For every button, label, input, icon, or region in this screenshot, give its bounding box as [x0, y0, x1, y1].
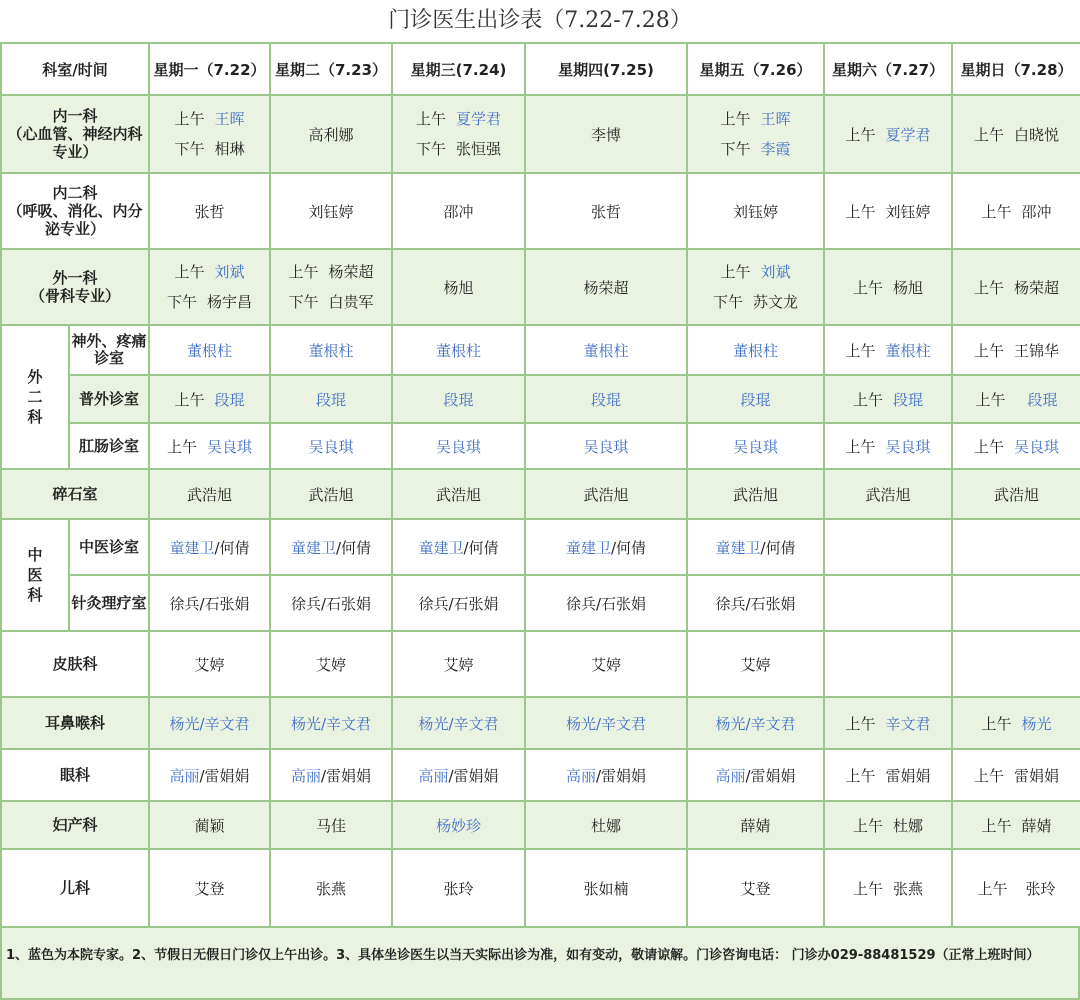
- am-label: 上午: [977, 879, 1008, 898]
- doctor-name: 段琨: [1027, 390, 1058, 409]
- am-label: 上午: [167, 437, 198, 456]
- am-label: 上午: [174, 390, 205, 409]
- cell-fuchan-mon: 蔺颖: [149, 801, 270, 849]
- cell-puwai-sun: [952, 375, 1080, 423]
- page-title: 门诊医生出诊表（7.22-7.28）: [388, 8, 692, 33]
- subdept-zhongyizs: 中医诊室: [69, 519, 149, 575]
- cell-gangchang-sun: [952, 423, 1080, 469]
- cell-zhongyi-sun: [952, 519, 1080, 575]
- cell-zhenjiu-sun: [952, 575, 1080, 631]
- cell-zhenjiu-fri: 徐兵/石张娟: [687, 575, 824, 631]
- am-label: 上午: [845, 714, 876, 733]
- cell-gangchang-wed: 吴良琪: [392, 423, 525, 469]
- subdept-gangchang: 肛肠诊室: [69, 423, 149, 469]
- doctor-name: 高丽: [565, 766, 596, 785]
- cell-zhongyi-thu: [525, 519, 687, 575]
- doctor-name: /辛文君: [448, 714, 499, 733]
- cell-pifu-thu: 艾婷: [525, 631, 687, 697]
- cell-zhongyi-fri: [687, 519, 824, 575]
- cell-puwai-thu: 段琨: [525, 375, 687, 423]
- cell-er-wed: 张玲: [392, 849, 525, 927]
- cell-shenwai-sat: [824, 325, 952, 375]
- doctor-name: /何倩: [463, 538, 499, 557]
- am-label: 上午: [174, 110, 205, 128]
- doctor-name: /辛文君: [745, 714, 796, 733]
- cell-zhenjiu-thu: 徐兵/石张娟: [525, 575, 687, 631]
- cell-fuchan-tue: 马佳: [270, 801, 392, 849]
- dept-neier: 内二科 （呼吸、消化、内分泌专业）: [1, 173, 149, 249]
- doctor-name: 苏文龙: [753, 293, 799, 311]
- cell-waiyi-sat: [824, 249, 952, 325]
- pm-label: 下午: [174, 140, 205, 158]
- doctor-name: /何倩: [610, 538, 647, 557]
- am-label: 上午: [974, 341, 1005, 360]
- doctor-name: 董根柱: [885, 341, 931, 360]
- doctor-name: 杨光: [565, 714, 596, 733]
- cell-er-tue: 张燕: [270, 849, 392, 927]
- day-header-tue: 星期二（7.23）: [270, 43, 392, 95]
- table-row: [1, 697, 1080, 749]
- doctor-name: 张玲: [1025, 879, 1056, 898]
- cell-fuchan-wed: 杨妙珍: [392, 801, 525, 849]
- cell-pifu-tue: 艾婷: [270, 631, 392, 697]
- dept-zhongyi: 中医科: [1, 519, 69, 631]
- cell-zhenjiu-sat: [824, 575, 952, 631]
- cell-neiyi-fri: [687, 95, 824, 173]
- doctor-name: 相琳: [214, 140, 245, 158]
- pm-label: 下午: [713, 293, 744, 311]
- doctor-name: 杨光: [418, 714, 449, 733]
- cell-neiyi-tue: 高利娜: [270, 95, 392, 173]
- table-row: [1, 325, 1080, 375]
- schedule-table: [0, 42, 1080, 928]
- pm-label: 下午: [416, 140, 447, 158]
- cell-erbi-sat: [824, 697, 952, 749]
- cell-neiyi-mon: [149, 95, 270, 173]
- am-label: 上午: [845, 766, 876, 785]
- cell-suishi-sat: 武浩旭: [824, 469, 952, 519]
- doctor-name: 刘斌: [214, 263, 245, 281]
- am-label: 上午: [974, 437, 1005, 456]
- doctor-name: /雷娟娟: [595, 766, 647, 785]
- cell-shenwai-wed: 董根柱: [392, 325, 525, 375]
- cell-erbi-tue: [270, 697, 392, 749]
- cell-neier-sun: [952, 173, 1080, 249]
- header-row: [1, 43, 1080, 95]
- am-label: 上午: [720, 110, 751, 128]
- am-label: 上午: [845, 125, 876, 144]
- cell-gangchang-mon: [149, 423, 270, 469]
- am-label: 上午: [853, 816, 884, 835]
- am-label: 上午: [416, 110, 447, 128]
- am-label: 上午: [981, 714, 1012, 733]
- cell-puwai-wed: 段琨: [392, 375, 525, 423]
- table-row: [1, 249, 1080, 325]
- cell-yan-mon: [149, 749, 270, 801]
- doctor-name: /何倩: [214, 538, 250, 557]
- am-label: 上午: [975, 390, 1006, 409]
- doctor-name: 辛文君: [885, 714, 931, 733]
- day-header-mon: 星期一（7.22）: [149, 43, 270, 95]
- am-label: 上午: [845, 202, 876, 221]
- cell-zhongyi-wed: [392, 519, 525, 575]
- table-row: [1, 575, 1080, 631]
- cell-yan-tue: [270, 749, 392, 801]
- day-header-sun: 星期日（7.28）: [952, 43, 1080, 95]
- table-row: [1, 375, 1080, 423]
- doctor-name: 李霞: [760, 140, 791, 158]
- doctor-name: 杜娜: [893, 816, 924, 835]
- doctor-name: 白晓悦: [1014, 125, 1060, 144]
- cell-neier-wed: 邵冲: [392, 173, 525, 249]
- doctor-name: /辛文君: [199, 714, 250, 733]
- doctor-name: 夏学君: [456, 110, 502, 128]
- dept-neiyi: 内一科 （心血管、神经内科专业）: [1, 95, 149, 173]
- table-row: [1, 801, 1080, 849]
- dept-erbi: 耳鼻喉科: [1, 697, 149, 749]
- doctor-name: 杨荣超: [1014, 278, 1060, 297]
- cell-yan-sat: [824, 749, 952, 801]
- day-header-fri: 星期五（7.26）: [687, 43, 824, 95]
- cell-shenwai-sun: [952, 325, 1080, 375]
- doctor-name: 段琨: [214, 390, 245, 409]
- cell-erbi-sun: [952, 697, 1080, 749]
- doctor-name: 杨光: [169, 714, 200, 733]
- cell-pifu-sat: [824, 631, 952, 697]
- cell-neier-mon: 张哲: [149, 173, 270, 249]
- cell-yan-thu: [525, 749, 687, 801]
- cell-zhongyi-sat: [824, 519, 952, 575]
- am-label: 上午: [288, 263, 319, 281]
- dept-er: 儿科: [1, 849, 149, 927]
- day-header-sat: 星期六（7.27）: [824, 43, 952, 95]
- cell-gangchang-thu: 吴良琪: [525, 423, 687, 469]
- am-label: 上午: [974, 278, 1005, 297]
- cell-neiyi-wed: [392, 95, 525, 173]
- doctor-name: 高丽: [715, 766, 746, 785]
- doctor-name: 杨荣超: [328, 263, 374, 281]
- cell-erbi-wed: [392, 697, 525, 749]
- cell-er-fri: 艾登: [687, 849, 824, 927]
- dept-suishi: 碎石室: [1, 469, 149, 519]
- am-label: 上午: [981, 816, 1012, 835]
- doctor-name: /何倩: [760, 538, 796, 557]
- subdept-shenwai: 神外、疼痛诊室: [69, 325, 149, 375]
- am-label: 上午: [174, 263, 205, 281]
- cell-waiyi-tue: [270, 249, 392, 325]
- subdept-zhenjiu: 针灸理疗室: [69, 575, 149, 631]
- dept-waier: 外二科: [1, 325, 69, 469]
- cell-puwai-mon: [149, 375, 270, 423]
- am-label: 上午: [853, 390, 884, 409]
- cell-neier-fri: 刘钰婷: [687, 173, 824, 249]
- dept-pifu: 皮肤科: [1, 631, 149, 697]
- cell-shenwai-mon: 董根柱: [149, 325, 270, 375]
- doctor-name: 段琨: [893, 390, 924, 409]
- doctor-name: /辛文君: [595, 714, 647, 733]
- cell-erbi-thu: [525, 697, 687, 749]
- doctor-name: 王晖: [214, 110, 245, 128]
- doctor-name: /雷娟娟: [320, 766, 372, 785]
- doctor-name: /辛文君: [320, 714, 372, 733]
- table-row: [1, 95, 1080, 173]
- day-header-thu: 星期四(7.25): [525, 43, 687, 95]
- dept-yan: 眼科: [1, 749, 149, 801]
- cell-neiyi-sun: [952, 95, 1080, 173]
- cell-suishi-tue: 武浩旭: [270, 469, 392, 519]
- doctor-name: 杨光: [1021, 714, 1052, 733]
- cell-er-sat: [824, 849, 952, 927]
- doctor-name: /何倩: [335, 538, 372, 557]
- cell-zhenjiu-tue: 徐兵/石张娟: [270, 575, 392, 631]
- cell-zhongyi-tue: [270, 519, 392, 575]
- doctor-name: 吴良琪: [1014, 437, 1060, 456]
- doctor-name: 雷娟娟: [885, 766, 931, 785]
- cell-neier-sat: [824, 173, 952, 249]
- cell-waiyi-wed: 杨旭: [392, 249, 525, 325]
- pm-label: 下午: [288, 293, 319, 311]
- am-label: 上午: [853, 879, 884, 898]
- cell-erbi-mon: [149, 697, 270, 749]
- cell-neier-thu: 张哲: [525, 173, 687, 249]
- cell-pifu-fri: 艾婷: [687, 631, 824, 697]
- table-row: [1, 849, 1080, 927]
- am-label: 上午: [845, 437, 876, 456]
- doctor-name: 童建卫: [169, 538, 215, 557]
- doctor-name: /雷娟娟: [745, 766, 796, 785]
- cell-shenwai-thu: 董根柱: [525, 325, 687, 375]
- doctor-name: /雷娟娟: [199, 766, 250, 785]
- doctor-name: 童建卫: [290, 538, 336, 557]
- doctor-name: 童建卫: [565, 538, 611, 557]
- cell-gangchang-sat: [824, 423, 952, 469]
- cell-pifu-sun: [952, 631, 1080, 697]
- cell-puwai-tue: 段琨: [270, 375, 392, 423]
- doctor-name: 夏学君: [885, 125, 931, 144]
- am-label: 上午: [974, 766, 1005, 785]
- doctor-name: 高丽: [418, 766, 449, 785]
- cell-suishi-wed: 武浩旭: [392, 469, 525, 519]
- cell-waiyi-sun: [952, 249, 1080, 325]
- table-row: [1, 423, 1080, 469]
- am-label: 上午: [845, 341, 876, 360]
- table-row: [1, 173, 1080, 249]
- doctor-name: 薛婧: [1021, 816, 1052, 835]
- doctor-name: 杨光: [290, 714, 321, 733]
- doctor-name: 杨旭: [893, 278, 924, 297]
- table-row: [1, 519, 1080, 575]
- pm-label: 下午: [720, 140, 751, 158]
- cell-waiyi-thu: 杨荣超: [525, 249, 687, 325]
- doctor-name: 王锦华: [1014, 341, 1060, 360]
- am-label: 上午: [720, 263, 751, 281]
- doctor-name: 童建卫: [418, 538, 464, 557]
- doctor-name: 吴良琪: [207, 437, 253, 456]
- doctor-name: 邵冲: [1021, 202, 1052, 221]
- subdept-puwai: 普外诊室: [69, 375, 149, 423]
- doctor-name: 童建卫: [715, 538, 761, 557]
- cell-zhongyi-mon: [149, 519, 270, 575]
- cell-shenwai-fri: 董根柱: [687, 325, 824, 375]
- cell-zhenjiu-mon: 徐兵/石张娟: [149, 575, 270, 631]
- cell-zhenjiu-wed: 徐兵/石张娟: [392, 575, 525, 631]
- am-label: 上午: [853, 278, 884, 297]
- cell-pifu-wed: 艾婷: [392, 631, 525, 697]
- cell-fuchan-sun: [952, 801, 1080, 849]
- cell-fuchan-thu: 杜娜: [525, 801, 687, 849]
- day-header-wed: 星期三(7.24): [392, 43, 525, 95]
- cell-puwai-sat: [824, 375, 952, 423]
- cell-suishi-mon: 武浩旭: [149, 469, 270, 519]
- cell-waiyi-mon: [149, 249, 270, 325]
- cell-neier-tue: 刘钰婷: [270, 173, 392, 249]
- doctor-name: 张燕: [893, 879, 924, 898]
- cell-neiyi-thu: 李博: [525, 95, 687, 173]
- cell-er-sun: [952, 849, 1080, 927]
- cell-er-mon: 艾登: [149, 849, 270, 927]
- am-label: 上午: [981, 202, 1012, 221]
- doctor-name: 刘斌: [760, 263, 791, 281]
- cell-erbi-fri: [687, 697, 824, 749]
- cell-gangchang-fri: 吴良琪: [687, 423, 824, 469]
- cell-suishi-thu: 武浩旭: [525, 469, 687, 519]
- cell-fuchan-sat: [824, 801, 952, 849]
- cell-er-thu: 张如楠: [525, 849, 687, 927]
- cell-pifu-mon: 艾婷: [149, 631, 270, 697]
- cell-yan-sun: [952, 749, 1080, 801]
- cell-suishi-sun: 武浩旭: [952, 469, 1080, 519]
- doctor-name: 吴良琪: [885, 437, 931, 456]
- cell-yan-fri: [687, 749, 824, 801]
- dept-fuchan: 妇产科: [1, 801, 149, 849]
- cell-yan-wed: [392, 749, 525, 801]
- pm-label: 下午: [167, 293, 198, 311]
- dept-waiyi: 外一科 （骨科专业）: [1, 249, 149, 325]
- corner-header: 科室/时间: [1, 43, 149, 95]
- doctor-name: 刘钰婷: [885, 202, 931, 221]
- doctor-name: 高丽: [290, 766, 321, 785]
- doctor-name: 杨光: [715, 714, 746, 733]
- doctor-name: 张恒强: [456, 140, 502, 158]
- cell-neiyi-sat: [824, 95, 952, 173]
- cell-puwai-fri: 段琨: [687, 375, 824, 423]
- footnote: 1、蓝色为本院专家。2、节假日无假日门诊仅上午出诊。3、具体坐诊医生以当天实际出诊为准，如有变动，敬请谅解。门诊咨询电话： 门诊办029-88481529（正常上班时间）: [0, 926, 1080, 1000]
- doctor-name: 雷娟娟: [1014, 766, 1060, 785]
- cell-suishi-fri: 武浩旭: [687, 469, 824, 519]
- table-row: [1, 631, 1080, 697]
- doctor-name: 杨宇昌: [207, 293, 253, 311]
- cell-waiyi-fri: [687, 249, 824, 325]
- cell-fuchan-fri: 薛婧: [687, 801, 824, 849]
- am-label: 上午: [974, 125, 1005, 144]
- cell-gangchang-tue: 吴良琪: [270, 423, 392, 469]
- doctor-name: 高丽: [169, 766, 200, 785]
- cell-shenwai-tue: 董根柱: [270, 325, 392, 375]
- doctor-name: 白贵军: [328, 293, 374, 311]
- doctor-name: /雷娟娟: [448, 766, 499, 785]
- doctor-name: 王晖: [760, 110, 791, 128]
- table-row: [1, 469, 1080, 519]
- table-row: [1, 749, 1080, 801]
